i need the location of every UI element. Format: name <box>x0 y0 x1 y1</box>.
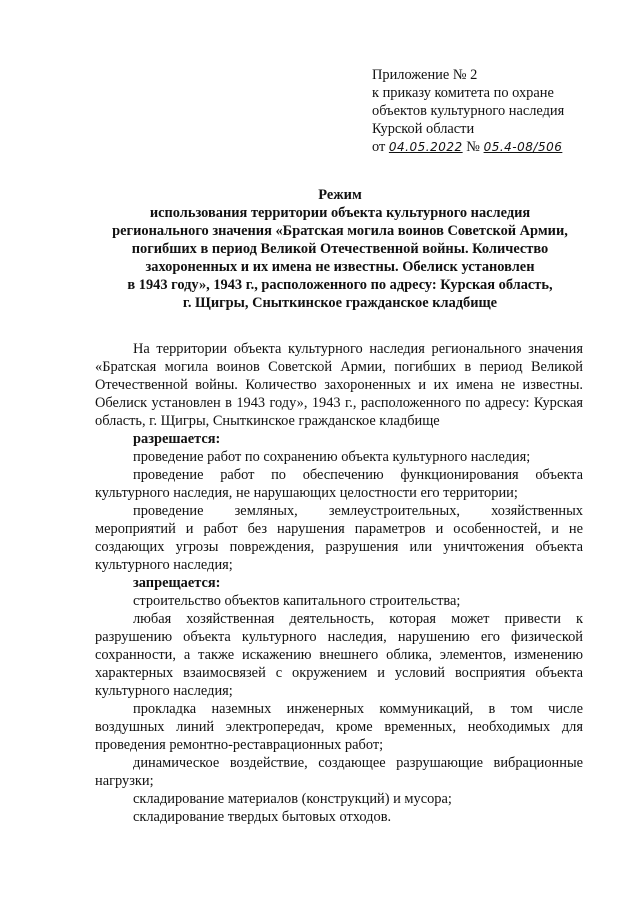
appendix-line-1: Приложение № 2 <box>372 67 478 83</box>
appendix-header <box>372 66 622 156</box>
forbidden-item: складирование твердых бытовых отходов. <box>133 809 392 825</box>
forbidden-label: запрещается: <box>133 575 221 591</box>
title-line-6: в 1943 году», 1943 г., расположенного по адресу: Курская область, <box>127 277 553 293</box>
appendix-line-2: к приказу комитета по охране <box>372 85 554 101</box>
forbidden-item: складирование материалов (конструкций) и мусора; <box>133 791 452 807</box>
title-line-3: регионального значения «Братская могила воинов Советской Армии, <box>112 223 568 239</box>
document-title <box>90 186 590 312</box>
allowed-item: проведение работ по сохранению объекта культурного наследия; <box>133 449 531 465</box>
allowed-label: разрешается: <box>133 431 221 447</box>
document-body <box>95 340 583 826</box>
allowed-item: проведение работ по обеспечению функционирования объекта культурного наследия, не нарушающих целостности его территории; <box>95 467 583 501</box>
order-number: 05.4-08/506 <box>483 140 563 154</box>
number-label: № <box>466 139 480 155</box>
title-line-1: Режим <box>318 187 362 203</box>
forbidden-item: прокладка наземных инженерных коммуникаций, в том числе воздушных линий электропередач, кроме временных, необходимых для проведения ремонтно-реставрационных работ; <box>95 701 583 753</box>
forbidden-item: динамическое воздействие, создающее разрушающие вибрационные нагрузки; <box>95 755 583 789</box>
appendix-line-3: объектов культурного наследия <box>372 103 565 119</box>
title-line-4: погибших в период Великой Отечественной войны. Количество <box>131 241 549 257</box>
appendix-line-4: Курской области <box>372 121 475 137</box>
forbidden-item: строительство объектов капитального строительства; <box>133 593 461 609</box>
order-date: 04.05.2022 <box>388 140 463 154</box>
forbidden-item: любая хозяйственная деятельность, которая может привести к разрушению объекта культурного наследия, нарушению его физической сохранности, а также искажению внешнего облика, элементов, изменению характерных взаимосвязей с окружением и условий восприятия объекта культурного наследия; <box>95 611 583 699</box>
ot-label: от <box>372 139 386 155</box>
title-line-2: использования территории объекта культурного наследия <box>149 205 531 221</box>
title-line-5: захороненных и их имена не известны. Обелиск установлен <box>145 259 535 275</box>
allowed-item: проведение земляных, землеустроительных, хозяйственных мероприятий и работ без нарушения параметров и особенностей, и не создающих угрозы повреждения, разрушения или уничтожения объекта культурного наследия; <box>95 503 583 573</box>
order-date-line <box>372 138 622 156</box>
intro-paragraph: На территории объекта культурного наследия регионального значения «Братская могила воинов Советской Армии, погибших в период Великой Отечественной войны. Количество захороненных и их имена не известны. Обелиск установлен в 1943 году», 1943 г., расположенного по адресу: Курская область, г. Щигры, Сныткинское гражданское кладбище <box>95 341 583 429</box>
title-line-7: г. Щигры, Сныткинское гражданское кладбище <box>182 295 498 311</box>
